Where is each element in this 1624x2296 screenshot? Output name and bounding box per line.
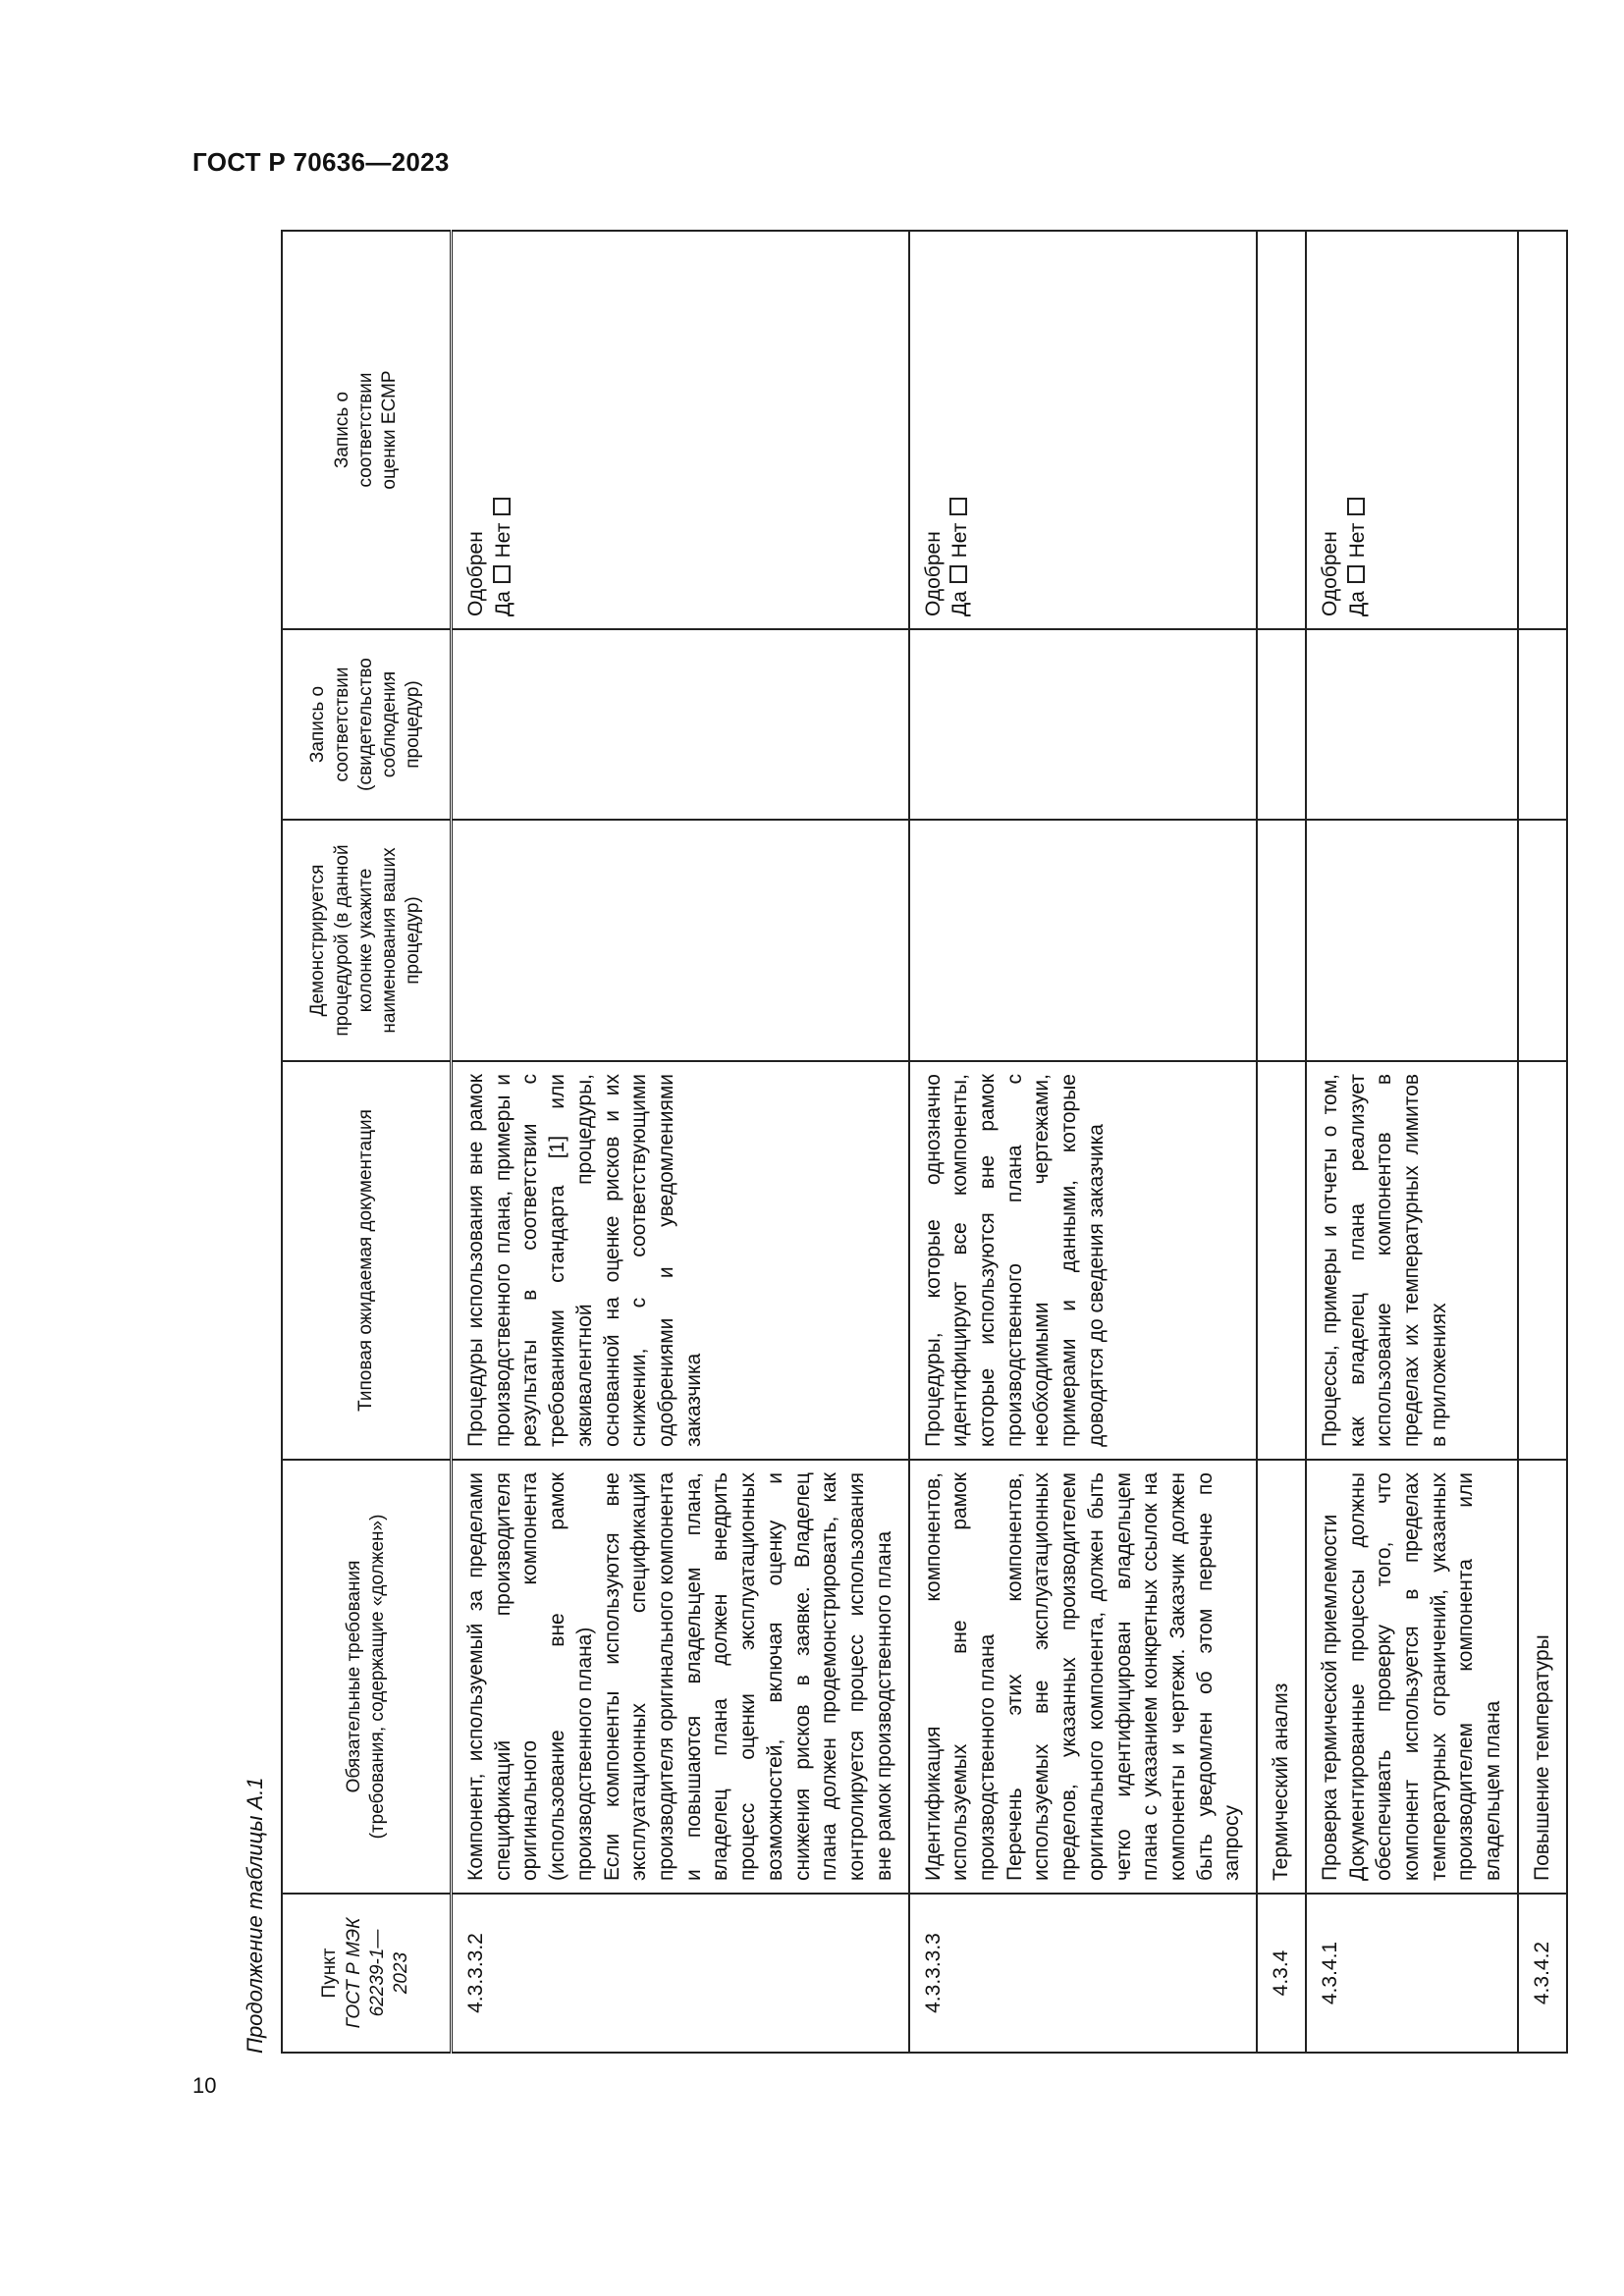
- approval-cell: Одобрен Да Нет: [452, 231, 909, 629]
- yes-label: Да: [1345, 591, 1369, 616]
- approval-cell: [1257, 231, 1306, 629]
- yes-label: Да: [491, 591, 514, 616]
- record-evidence-cell[interactable]: [1518, 629, 1567, 820]
- yes-checkbox[interactable]: [949, 565, 967, 583]
- table-row: [1257, 231, 1306, 2053]
- table-row: [1518, 231, 1567, 2053]
- demonstrated-cell[interactable]: [1306, 820, 1518, 1061]
- point-cell: 4.3.4.1: [1306, 1894, 1518, 2053]
- approval-cell: Одобрен Да Нет: [909, 231, 1258, 629]
- record-evidence-cell[interactable]: [1306, 629, 1518, 820]
- demonstrated-cell[interactable]: [1518, 820, 1567, 1061]
- no-label: Нет: [948, 522, 972, 559]
- demonstrated-cell[interactable]: [909, 820, 1258, 1061]
- point-cell: 4.3.4.2: [1518, 1894, 1567, 2053]
- column-header-point: Пункт ГОСТ Р МЭК 62239-1— 2023: [282, 1894, 452, 2053]
- no-checkbox[interactable]: [493, 498, 511, 515]
- column-header-record-evidence: Запись о соответствии (свидетельство соблюдения процедур): [282, 629, 452, 820]
- point-cell: 4.3.3.3.2: [452, 1894, 909, 2053]
- approval-cell: [1518, 231, 1567, 629]
- record-evidence-cell[interactable]: [1257, 629, 1306, 820]
- rotated-table-area: [232, 232, 1553, 2054]
- approval-cell: Одобрен Да Нет: [1306, 231, 1518, 629]
- requirement-cell: Компонент, используемый за пределами спецификаций производителя оригинального компонента (использование вне рамок производственного плана) Если компоненты используются вне эксплуатационных спецификаций производителя оригинального компонента и повышаются владельцем плана, владелец плана должен внедрить процесс оценки эксплуатационных возможностей, включая оценку и снижения рисков в заявке. Владелец плана должен продемонстрировать, как контролируется процесс использования вне рамок производственного плана: [452, 1460, 909, 1894]
- demonstrated-cell[interactable]: [452, 820, 909, 1061]
- document-header: ГОСТ Р 70636—2023: [192, 147, 450, 177]
- compliance-table: [281, 230, 1568, 2054]
- yes-checkbox[interactable]: [1347, 565, 1365, 583]
- demonstrated-cell[interactable]: [1257, 820, 1306, 1061]
- no-checkbox[interactable]: [1347, 498, 1365, 515]
- documentation-cell: [1257, 1061, 1306, 1460]
- documentation-cell: Процедуры использования вне рамок производственного плана, примеры и результаты в соответствии с требованиями стандарта [1] или эквивалентной процедуры, основанной на оценке рисков и их снижении, с соответствующими одобрениями и уведомлениями заказчика: [452, 1061, 909, 1460]
- table-row: [909, 231, 1258, 2053]
- yes-checkbox[interactable]: [493, 565, 511, 583]
- record-evidence-cell[interactable]: [452, 629, 909, 820]
- point-cell: 4.3.3.3.3: [909, 1894, 1258, 2053]
- no-label: Нет: [1345, 522, 1369, 559]
- column-header-documentation: Типовая ожидаемая документация: [282, 1061, 452, 1460]
- record-evidence-cell[interactable]: [909, 629, 1258, 820]
- table-caption: Продолжение таблицы А.1: [243, 1777, 267, 2054]
- no-label: Нет: [491, 522, 514, 559]
- documentation-cell: Процессы, примеры и отчеты о том, как владелец плана реализует использование компонентов в пределах их температурных лимитов в приложениях: [1306, 1061, 1518, 1460]
- table-header-row: [282, 231, 452, 2053]
- column-header-requirements: Обязательные требования (требования, содержащие «должен»): [282, 1460, 452, 1894]
- no-checkbox[interactable]: [949, 498, 967, 515]
- requirement-cell: Идентификация компонентов, используемых вне рамок производственного плана Перечень этих компонентов, используемых вне эксплуатационных пределов, указанных производителем оригинального компонента, должен быть четко идентифицирован владельцем плана с указанием конкретных ссылок на компоненты и чертежи. Заказчик должен быть уведомлен об этом перечне по запросу: [909, 1460, 1258, 1894]
- table-row: [1306, 231, 1518, 2053]
- column-header-record-ecmp: Запись о соответствии оценки ЕСМР: [282, 231, 452, 629]
- requirement-cell: Проверка термической приемлемости Документированные процессы должны обеспечивать проверку того, что компонент используется в пределах температурных ограничений, указанных производителем компонента или владельцем плана: [1306, 1460, 1518, 1894]
- column-header-demonstrated: Демонстрируется процедурой (в данной колонке укажите наименования ваших процедур): [282, 820, 452, 1061]
- page-number: 10: [192, 2073, 217, 2098]
- yes-label: Да: [948, 591, 972, 616]
- table-row: [452, 231, 909, 2053]
- documentation-cell: Процедуры, которые однозначно идентифицируют все компоненты, которые используются вне рамок производственного плана с необходимыми чертежами, примерами и данными, которые доводятся до сведения заказчика: [909, 1061, 1258, 1460]
- point-cell: 4.3.4: [1257, 1894, 1306, 2053]
- requirement-cell: Повышение температуры: [1518, 1460, 1567, 1894]
- requirement-cell: Термический анализ: [1257, 1460, 1306, 1894]
- documentation-cell: [1518, 1061, 1567, 1460]
